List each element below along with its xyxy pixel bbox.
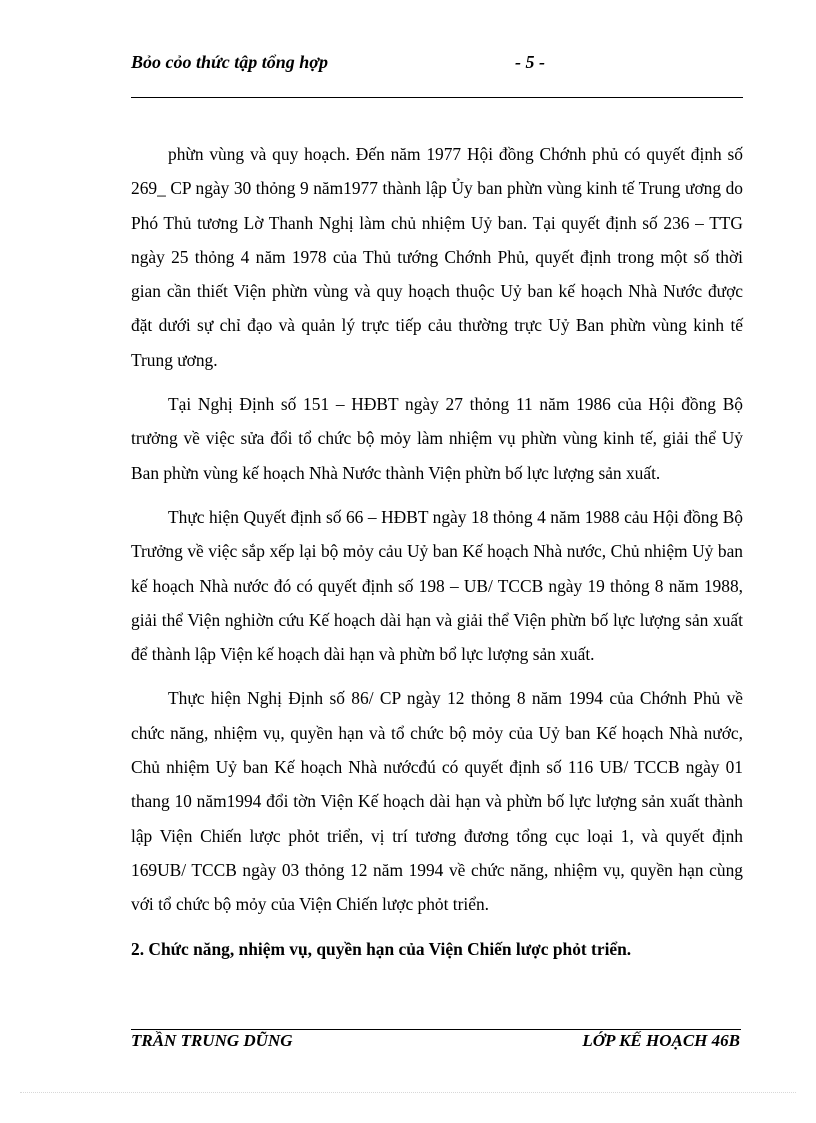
footer-divider: [131, 1029, 741, 1030]
document-title: Bỏo cỏo thức tập tổng hợp: [131, 52, 328, 72]
paragraph-2: Tại Nghị Định số 151 – HĐBT ngày 27 thỏng 11 năm 1986 của Hội đồng Bộ trưởng về việc sửa đổi tổ chức bộ mỏy làm nhiệm vụ phừn vùng kinh tế, giải thể Uỷ Ban phừn vùng kế hoạch Nhà Nước thành Viện phừn bố lực lượng sản xuất.: [131, 394, 743, 483]
page-bottom-edge: [20, 1092, 796, 1093]
document-body: [131, 137, 743, 966]
paragraph-4: Thực hiện Nghị Định số 86/ CP ngày 12 thỏng 8 năm 1994 của Chớnh Phủ về chức năng, nhiệm vụ, quyền hạn và tổ chức bộ mỏy của Uỷ ban Kế hoạch Nhà nước, Chủ nhiệm Uỷ ban Kế hoạch Nhà nướcđú có quyết định số 116 UB/ TCCB ngày 01 thang 10 năm1994 đổi tờn Viện Kế hoạch dài hạn và phừn bố lực lượng sản xuất thành lập Viện Chiến lược phỏt triển, vị trí tương đương tổng cục loại 1, và quyết định 169UB/ TCCB ngày 03 thỏng 12 năm 1994 về chức năng, nhiệm vụ, quyền hạn cùng với tổ chức bộ mỏy của Viện Chiến lược phỏt triển.: [131, 688, 743, 915]
footer-class: LỚP KẾ HOẠCH 46B: [582, 1031, 740, 1050]
paragraph-1: phừn vùng và quy hoạch. Đến năm 1977 Hội đồng Chớnh phủ có quyết định số 269_ CP ngày 30 thỏng 9 năm1977 thành lập Ủy ban phừn vùng kinh tế Trung ương do Phó Thủ tương Lờ Thanh Nghị làm chủ nhiệm Uỷ ban. Tại quyết định số 236 – TTG ngày 25 thỏng 4 năm 1978 của Thủ tướng Chớnh Phủ, quyết định trong một số thời gian cần thiết Viện phừn vùng và quy hoạch thuộc Uỷ ban kế hoạch Nhà Nước được đặt dưới sự chỉ đạo và quản lý trực tiếp cảu thường trực Uỷ Ban phừn vùng kinh tế Trung ương.: [131, 144, 743, 370]
page-header: [131, 52, 743, 78]
section-heading-text: 2. Chức năng, nhiệm vụ, quyền hạn của Viện Chiến lược phỏt triển: [131, 938, 627, 959]
section-heading: 2. Chức năng, nhiệm vụ, quyền hạn của Viện Chiến lược phỏt triển.: [131, 938, 632, 959]
paragraph-3: Thực hiện Quyết định số 66 – HĐBT ngày 18 thỏng 4 năm 1988 cảu Hội đồng Bộ Trưởng về việc sắp xếp lại bộ mỏy cảu Uỷ ban Kế hoạch Nhà nước, Chủ nhiệm Uỷ ban kế hoạch Nhà nước đó có quyết định số 198 – UB/ TCCB ngày 19 thỏng 8 năm 1988, giải thể Viện nghiờn cứu Kế hoạch dài hạn và giải thể Viện phừn bố lực lượng sản xuất để thành lập Viện kế hoạch dài hạn và phừn bổ lực lượng sản xuất.: [131, 506, 743, 665]
page-number: - 5 -: [515, 52, 545, 72]
header-divider: [131, 97, 743, 98]
footer-author: TRẦN TRUNG DŨNG: [131, 1031, 293, 1050]
